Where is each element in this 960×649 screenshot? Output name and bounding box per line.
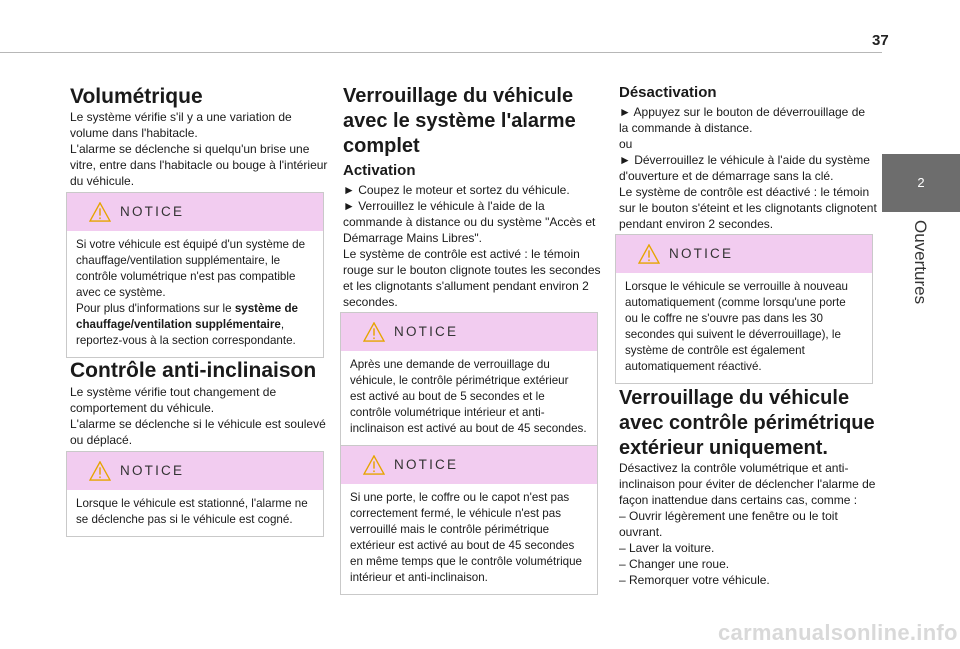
- notice-label: NOTICE: [120, 463, 185, 478]
- paragraph-line: – Changer une roue.: [619, 557, 730, 571]
- notice-line: Lorsque le véhicule est stationné, l'alarme ne: [76, 497, 308, 510]
- watermark: carmanualsonline.info: [718, 620, 958, 645]
- paragraph-line: et les clignotants s'allument pendant environ 2: [343, 279, 589, 293]
- notice-line: Après une demande de verrouillage du: [350, 358, 550, 371]
- paragraph-line: – Remorquer votre véhicule.: [619, 573, 770, 587]
- notice-header: [616, 235, 872, 273]
- notice-line: correctement fermé, le véhicule n'est pas: [350, 507, 561, 520]
- paragraph-line: comportement du véhicule.: [70, 401, 215, 415]
- notice-line: inclinaison est activé au bout de 45 secondes.: [350, 422, 587, 435]
- chapter-label-text: Ouvertures: [911, 220, 930, 305]
- section-title-alarme-complet: [343, 84, 603, 159]
- paragraph-line: ou: [619, 137, 633, 151]
- paragraph-line: vitre, entre dans l'habitacle ou bouge à l'intérieur: [70, 158, 328, 172]
- notice-line: contrôle volumétrique intérieur et anti-: [350, 406, 545, 419]
- notice-line: automatiquement réactivé.: [625, 360, 762, 373]
- notice-header: [341, 446, 597, 484]
- notice-line: véhicule, le contrôle périmétrique extérieur: [350, 374, 569, 387]
- paragraph-line: volume dans l'habitacle.: [70, 126, 198, 140]
- notice-line: se déclenche pas si le véhicule est cogné.: [76, 513, 293, 526]
- notice-line: intérieur et anti-inclinaison.: [350, 571, 488, 584]
- notice-box-stationne: [66, 451, 324, 537]
- paragraph-line: Le système vérifie s'il y a une variation de: [70, 110, 292, 124]
- warning-icon: [89, 202, 111, 222]
- notice-bold: chauffage/ventilation supplémentaire: [76, 318, 281, 331]
- paragraph-line: du véhicule.: [70, 174, 135, 188]
- paragraph-line: inclinaison pour éviter de déclencher l'alarme de: [619, 477, 876, 491]
- section-title-volumetrique: Volumétrique: [70, 85, 203, 108]
- notice-line: secondes qui suivent le déverrouillage), le: [625, 328, 841, 341]
- paragraph-line: Démarrage Mains Libres".: [343, 231, 482, 245]
- chapter-label: [910, 220, 930, 330]
- chapter-tab[interactable]: 2: [882, 154, 960, 212]
- notice-box-porte: [340, 445, 598, 595]
- title-line: complet: [343, 135, 420, 157]
- title-line: avec contrôle périmétrique: [619, 412, 875, 434]
- notice-line: extérieur est activé au bout de 45 secondes: [350, 539, 575, 552]
- notice-line: avec ce système.: [76, 286, 166, 299]
- notice-line: Si votre véhicule est équipé d'un système de: [76, 238, 306, 251]
- paragraph-line: rouge sur le bouton clignote toutes les secondes: [343, 263, 601, 277]
- notice-line: Si une porte, le coffre ou le capot n'est pas: [350, 491, 570, 504]
- notice-label: NOTICE: [669, 246, 734, 261]
- notice-box-ventilation: [66, 192, 324, 358]
- paragraph-line: pendant environ 2 secondes.: [619, 217, 774, 231]
- title-line: avec le système l'alarme: [343, 110, 576, 132]
- notice-header: [67, 193, 323, 231]
- subsection-title-desactivation: Désactivation: [619, 84, 717, 101]
- notice-line: chauffage/ventilation supplémentaire, le: [76, 254, 281, 267]
- paragraph-line: ► Coupez le moteur et sortez du véhicule.: [343, 183, 570, 197]
- paragraph-line: ou déplacé.: [70, 433, 133, 447]
- subsection-title-activation: Activation: [343, 162, 416, 179]
- notice-line: en même temps que le contrôle volumétrique: [350, 555, 582, 568]
- paragraph-line: secondes.: [343, 295, 398, 309]
- paragraph-line: L'alarme se déclenche si quelqu'un brise une: [70, 142, 310, 156]
- tilt-text: [70, 384, 330, 448]
- notice-header: [67, 452, 323, 490]
- notice-box-reverrouillage: [615, 234, 873, 384]
- paragraph-line: façon inattendue dans certains cas, comme :: [619, 493, 858, 507]
- warning-icon: [638, 244, 660, 264]
- notice-line: Lorsque le véhicule se verrouille à nouveau: [625, 280, 848, 293]
- paragraph-line: ouvrant.: [619, 525, 663, 539]
- paragraph-line: ► Déverrouillez le véhicule à l'aide du système: [619, 153, 870, 167]
- notice-body: [616, 273, 872, 383]
- notice-bold: système de: [234, 302, 298, 315]
- paragraph-line: ► Appuyez sur le bouton de déverrouillage de: [619, 105, 866, 119]
- notice-body: [341, 484, 597, 594]
- notice-body: [67, 231, 323, 357]
- section-title-perimetrique: [619, 386, 881, 461]
- title-line: extérieur uniquement.: [619, 437, 828, 459]
- notice-header: [341, 313, 597, 351]
- page-number: 37: [872, 32, 889, 49]
- paragraph-line: sur le bouton s'éteint et les clignotants clignotent: [619, 201, 877, 215]
- notice-label: NOTICE: [394, 324, 459, 339]
- notice-text: Pour plus d'informations sur le: [76, 302, 235, 315]
- header-rule: [0, 52, 882, 53]
- paragraph-line: commande à distance ou du système "Accès et: [343, 215, 596, 229]
- title-line: Verrouillage du véhicule: [619, 387, 850, 409]
- paragraph-line: ► Verrouillez le véhicule à l'aide de la: [343, 199, 545, 213]
- notice-line: reportez-vous à la section correspondante.: [76, 334, 296, 347]
- notice-body: [67, 490, 323, 536]
- notice-box-verrouillage: [340, 312, 598, 446]
- notice-line: automatiquement (comme lorsqu'une porte: [625, 296, 846, 309]
- title-line: Verrouillage du véhicule: [343, 85, 574, 107]
- notice-line-mixed: [76, 301, 314, 317]
- notice-line-mixed: [76, 317, 314, 333]
- notice-text: ,: [280, 318, 285, 331]
- notice-label: NOTICE: [120, 204, 185, 219]
- paragraph-line: L'alarme se déclenche si le véhicule est soulevé: [70, 417, 326, 431]
- warning-icon: [363, 455, 385, 475]
- notice-body: [341, 351, 597, 445]
- warning-icon: [89, 461, 111, 481]
- paragraph-line: – Laver la voiture.: [619, 541, 715, 555]
- activation-text: [343, 182, 605, 310]
- vol-text: [70, 109, 330, 189]
- paragraph-line: Le système de contrôle est déactivé : le témoin: [619, 185, 870, 199]
- paragraph-line: Le système vérifie tout changement de: [70, 385, 277, 399]
- notice-line: contrôle volumétrique n'est pas compatible: [76, 270, 296, 283]
- perimetrique-text: [619, 460, 883, 588]
- notice-line: ou le coffre ne s'ouvre pas dans les 30: [625, 312, 823, 325]
- desactivation-text: [619, 104, 881, 232]
- notice-line: verrouillé mais le contrôle périmétrique: [350, 523, 550, 536]
- notice-line: est activé au bout de 5 secondes et le: [350, 390, 545, 403]
- warning-icon: [363, 322, 385, 342]
- section-title-anti-inclinaison: Contrôle anti-inclinaison: [70, 359, 317, 382]
- notice-label: NOTICE: [394, 457, 459, 472]
- paragraph-line: la commande à distance.: [619, 121, 753, 135]
- paragraph-line: – Ouvrir légèrement une fenêtre ou le toit: [619, 509, 838, 523]
- notice-line: système de contrôle est également: [625, 344, 805, 357]
- paragraph-line: Désactivez la contrôle volumétrique et anti-: [619, 461, 849, 475]
- paragraph-line: Le système de contrôle est activé : le témoin: [343, 247, 580, 261]
- paragraph-line: d'ouverture et de démarrage sans la clé.: [619, 169, 834, 183]
